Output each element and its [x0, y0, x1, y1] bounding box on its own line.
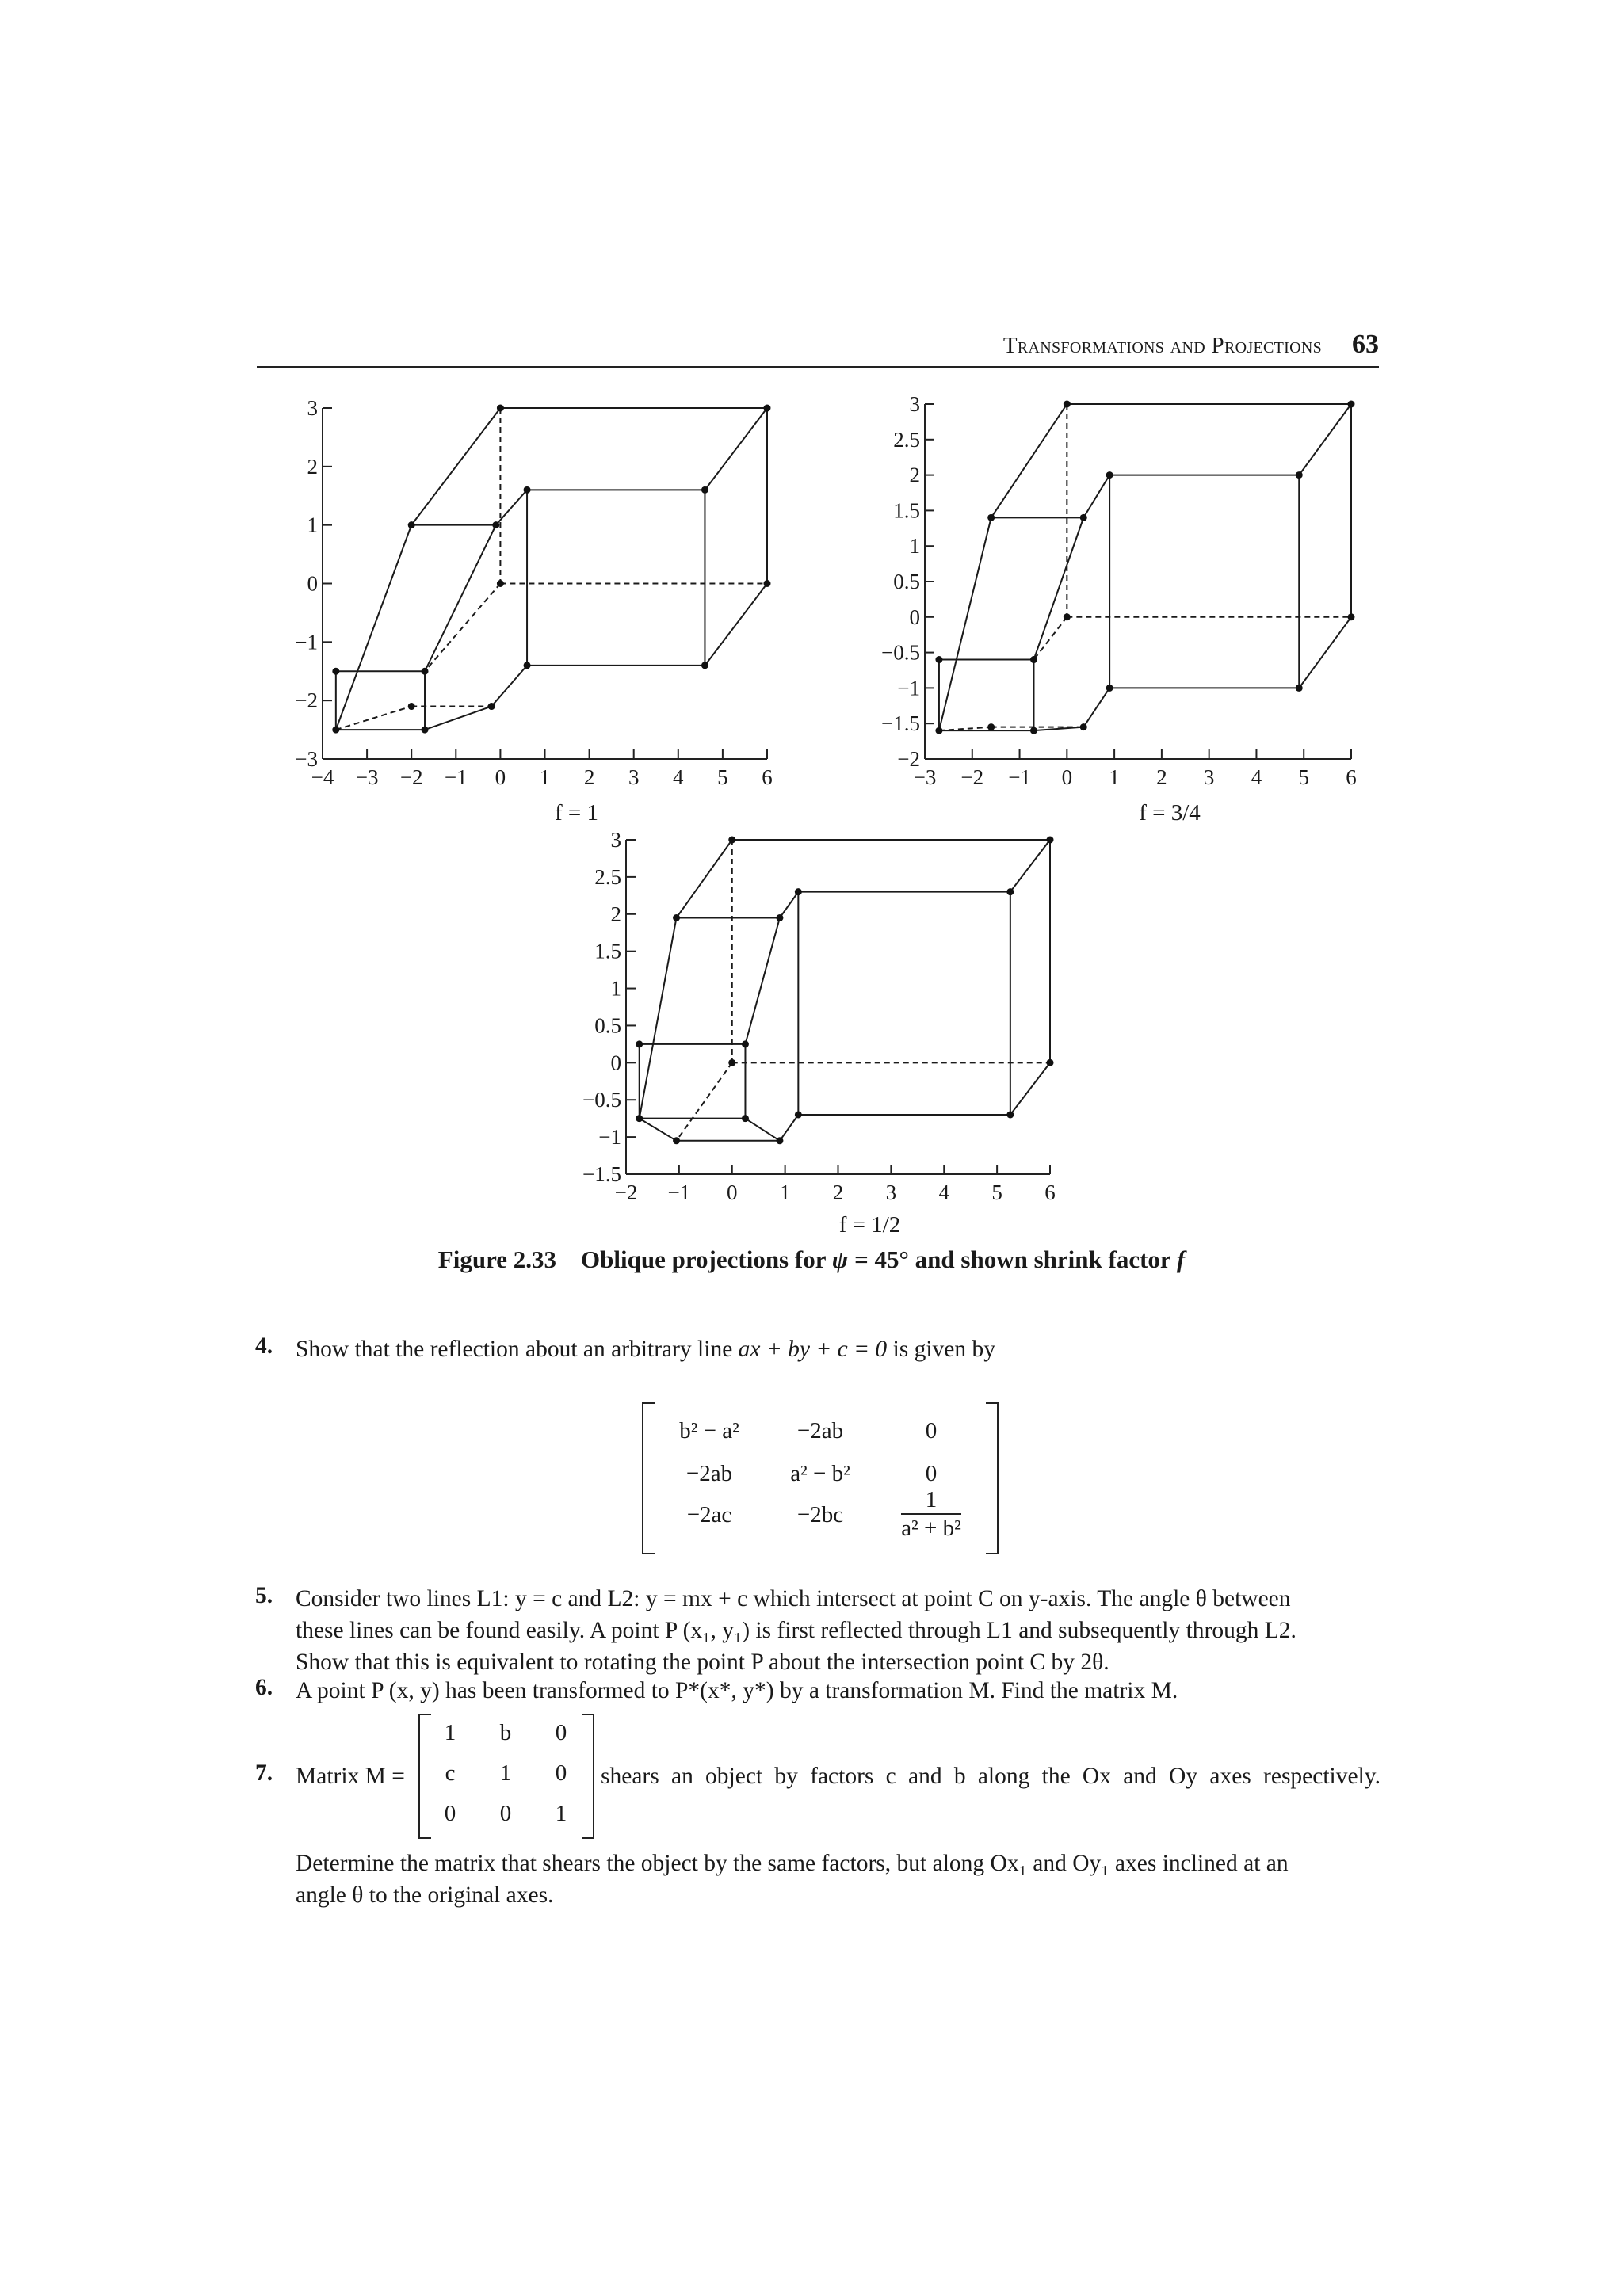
vertex-point	[497, 405, 504, 412]
x-tick-label: −4	[311, 765, 334, 789]
problem-6-text: A point P (x, y) has been transformed to P*(x*, y*) by a transformation M. Find the matrix M.	[296, 1678, 1178, 1703]
vertex-point	[332, 727, 339, 734]
vertex-point	[728, 1059, 735, 1066]
shrink-factor-label: f = 3/4	[1139, 800, 1201, 826]
vertex-point	[1106, 471, 1113, 479]
vertex-point	[701, 662, 708, 669]
matrix-cell: −2ab	[796, 1418, 844, 1444]
y-tick-label: 0	[610, 1051, 621, 1075]
y-tick-label: 0.5	[893, 570, 920, 593]
y-tick-label: 2	[307, 454, 318, 479]
hidden-edge	[1033, 617, 1067, 660]
matrix-cell: c	[445, 1760, 456, 1786]
matrix-cell: 1	[499, 1760, 512, 1786]
y-tick-label: −0.5	[881, 640, 920, 665]
matrix-cell: b	[499, 1720, 512, 1745]
problem-6-number: 6.	[255, 1675, 273, 1700]
vertex-point	[673, 914, 680, 921]
y-tick-label: 1	[610, 976, 621, 1001]
visible-edge	[780, 1115, 798, 1141]
y-tick-label: 2.5	[594, 864, 621, 889]
x-tick-label: 4	[1251, 765, 1262, 789]
hidden-edge	[336, 707, 411, 730]
matrix-cell: b² − a²	[679, 1418, 739, 1444]
caption-label: Figure 2.33	[437, 1245, 557, 1273]
vertex-point	[1106, 685, 1113, 692]
y-tick-label: 1	[307, 513, 318, 537]
x-tick-label: 2	[583, 765, 595, 789]
vertex-point	[673, 1137, 680, 1144]
x-tick-label: 3	[885, 1180, 897, 1204]
vertex-point	[1030, 727, 1037, 734]
shrink-factor-label: f = 1	[554, 800, 599, 826]
matrix-cell: −2ab	[685, 1461, 733, 1486]
vertex-point	[742, 1040, 749, 1047]
vertex-point	[776, 1137, 783, 1144]
problem-4-number: 4.	[255, 1333, 273, 1359]
running-title: Transformations and Projections	[1002, 333, 1322, 358]
vertex-point	[1064, 613, 1071, 620]
caption-prefix: Oblique projections for	[581, 1245, 826, 1273]
x-tick-label: −2	[614, 1180, 638, 1204]
y-tick-label: 2	[610, 902, 621, 926]
vertex-point	[742, 1115, 749, 1122]
vertex-point	[1006, 1111, 1014, 1118]
visible-edge	[745, 1119, 779, 1141]
y-tick-label: −1	[295, 630, 318, 654]
y-tick-label: 2	[909, 463, 920, 487]
x-tick-label: 4	[673, 765, 684, 789]
visible-edge	[991, 404, 1067, 517]
matrix-cell: −2bc	[796, 1502, 844, 1527]
vertex-point	[776, 914, 783, 921]
vertex-point	[408, 521, 415, 528]
figure-caption	[0, 1245, 1623, 1274]
vertex-point	[1296, 471, 1303, 479]
x-tick-label: 4	[938, 1180, 949, 1204]
vertex-point	[422, 668, 429, 675]
problem-4-text-a: Show that the reflection about an arbitrary line	[296, 1337, 733, 1362]
vertex-point	[524, 662, 531, 669]
problem-5-line-1: Consider two lines L1: y = c and L2: y = mx + c which intersect at point C on y-axis. The angle θ between	[296, 1586, 1291, 1611]
problem-5-line-3: Show that this is equivalent to rotating the point P about the intersection point C by 2θ.	[296, 1650, 1109, 1675]
problem-7-follow-2: angle θ to the original axes.	[296, 1882, 554, 1908]
x-tick-label: −1	[667, 1180, 691, 1204]
vertex-point	[795, 888, 802, 895]
vertex-point	[1047, 1059, 1054, 1066]
problem-4-equation: ax + by + c = 0	[738, 1337, 888, 1362]
visible-edge	[780, 892, 798, 918]
hidden-edge	[425, 584, 500, 672]
visible-edge	[640, 1119, 677, 1141]
visible-edge	[1033, 517, 1083, 659]
y-tick-label: −0.5	[582, 1088, 621, 1112]
visible-edge	[677, 840, 732, 917]
shrink-factor-label: f = 1/2	[838, 1212, 901, 1238]
vertex-point	[422, 727, 429, 734]
vertex-point	[764, 580, 771, 587]
matrix-cell: a² − b²	[790, 1461, 850, 1486]
y-tick-label: −1	[897, 676, 920, 700]
visible-edge	[1299, 404, 1351, 475]
visible-edge	[336, 525, 411, 730]
x-tick-label: 1	[539, 765, 551, 789]
y-tick-label: 0	[307, 571, 318, 596]
caption-suffix: = 45° and shown shrink factor	[854, 1245, 1171, 1273]
matrix-cell: 0	[925, 1461, 938, 1486]
vertex-point	[1064, 401, 1071, 408]
vertex-point	[728, 837, 735, 844]
visible-edge	[705, 584, 767, 666]
y-tick-label: −2	[897, 747, 920, 771]
problem-4-text-b: is given by	[892, 1337, 996, 1362]
x-tick-label: 0	[727, 1180, 738, 1204]
x-tick-label: 5	[991, 1180, 1002, 1204]
vertex-point	[1080, 514, 1087, 521]
y-tick-label: 2.5	[893, 427, 920, 452]
matrix-cell: 0	[444, 1801, 456, 1826]
x-tick-label: 1	[1109, 765, 1120, 789]
vertex-point	[935, 727, 942, 734]
vertex-point	[1047, 837, 1054, 844]
x-tick-label: 0	[495, 765, 506, 789]
x-tick-label: −2	[960, 765, 984, 789]
matrix-cell: 0	[925, 1418, 938, 1444]
caption-psi: ψ	[831, 1245, 849, 1273]
y-tick-label: 1	[909, 534, 920, 559]
visible-edge	[1299, 617, 1351, 688]
vertex-point	[332, 668, 339, 675]
matrix-cell: 0	[499, 1801, 512, 1826]
y-tick-label: 3	[909, 392, 920, 416]
problem-7-trail: shears an object by factors c and b along the Ox and Oy axes respectively.	[601, 1764, 1381, 1789]
matrix-cell: 0	[555, 1720, 567, 1745]
x-tick-label: −3	[913, 765, 937, 789]
vertex-point	[987, 723, 995, 730]
vertex-point	[1348, 401, 1355, 408]
x-tick-label: 6	[1044, 1180, 1056, 1204]
x-tick-label: 2	[832, 1180, 844, 1204]
x-tick-label: −3	[355, 765, 379, 789]
vertex-point	[636, 1115, 643, 1122]
x-tick-label: 3	[628, 765, 640, 789]
visible-edge	[1083, 688, 1109, 727]
vertex-point	[701, 486, 708, 494]
vertex-point	[1006, 888, 1014, 895]
problem-4-text	[296, 1333, 1380, 1365]
vertex-point	[1080, 723, 1087, 730]
y-tick-label: 3	[610, 828, 621, 852]
x-tick-label: 6	[762, 765, 773, 789]
vertex-point	[987, 514, 995, 521]
vertex-point	[408, 703, 415, 710]
problem-5-line-2: these lines can be found easily. A point P (x₁, y₁) is first reflected through L1 and subsequently through L2.	[296, 1618, 1296, 1643]
x-tick-label: −2	[399, 765, 423, 789]
problem-7-lead: Matrix M =	[296, 1764, 405, 1789]
visible-edge	[425, 707, 491, 730]
x-tick-label: −1	[1008, 765, 1031, 789]
visible-edge	[491, 666, 527, 707]
vertex-point	[795, 1111, 802, 1118]
visible-edge	[640, 917, 677, 1118]
x-tick-label: 5	[1298, 765, 1309, 789]
fraction-denominator: a² + b²	[901, 1516, 961, 1541]
vertex-point	[488, 703, 495, 710]
x-tick-label: 0	[1061, 765, 1073, 789]
vertex-point	[492, 521, 499, 528]
y-tick-label: 0	[909, 605, 920, 629]
y-tick-label: 0.5	[594, 1013, 621, 1038]
vertex-point	[524, 486, 531, 494]
visible-edge	[939, 517, 991, 730]
hidden-edge	[677, 1062, 732, 1140]
shear-matrix	[418, 1714, 594, 1839]
problem-7-follow-1: Determine the matrix that shears the object by the same factors, but along Ox₁ and Oy₁ axes inclined at an	[296, 1851, 1289, 1876]
matrix-cell: −2ac	[686, 1502, 732, 1527]
vertex-point	[1296, 685, 1303, 692]
problem-5-number: 5.	[255, 1583, 273, 1608]
reflection-matrix	[642, 1402, 999, 1554]
y-tick-label: 3	[307, 396, 318, 420]
y-tick-label: 1.5	[594, 939, 621, 963]
visible-edge	[1010, 1062, 1050, 1115]
y-tick-label: −3	[295, 747, 318, 771]
y-tick-label: −1.5	[881, 711, 920, 736]
x-tick-label: 1	[779, 1180, 791, 1204]
vertex-point	[1348, 613, 1355, 620]
matrix-fraction-cell	[872, 1486, 991, 1542]
x-tick-label: 2	[1156, 765, 1167, 789]
y-tick-label: −2	[295, 688, 318, 713]
matrix-cell: 1	[555, 1801, 567, 1826]
fraction-numerator: 1	[901, 1486, 961, 1515]
visible-edge	[1083, 475, 1109, 518]
vertex-point	[1030, 656, 1037, 663]
matrix-fraction	[901, 1486, 961, 1542]
problem-7-number: 7.	[255, 1760, 273, 1786]
x-tick-label: 6	[1346, 765, 1357, 789]
y-tick-label: −1	[598, 1125, 621, 1150]
y-tick-label: −1.5	[582, 1162, 621, 1186]
visible-edge	[425, 525, 496, 672]
y-tick-label: 1.5	[893, 498, 920, 523]
visible-edge	[411, 408, 500, 525]
x-tick-label: 3	[1203, 765, 1215, 789]
matrix-cell: 1	[444, 1720, 456, 1745]
vertex-point	[935, 656, 942, 663]
vertex-point	[497, 580, 504, 587]
visible-edge	[1010, 840, 1050, 892]
vertex-point	[636, 1040, 643, 1047]
visible-edge	[745, 917, 779, 1043]
visible-edge	[705, 408, 767, 490]
vertex-point	[764, 405, 771, 412]
x-tick-label: 5	[717, 765, 728, 789]
caption-f: f	[1176, 1245, 1186, 1273]
x-tick-label: −1	[444, 765, 468, 789]
page-number: 63	[1352, 330, 1379, 359]
matrix-cell: 0	[555, 1760, 567, 1786]
